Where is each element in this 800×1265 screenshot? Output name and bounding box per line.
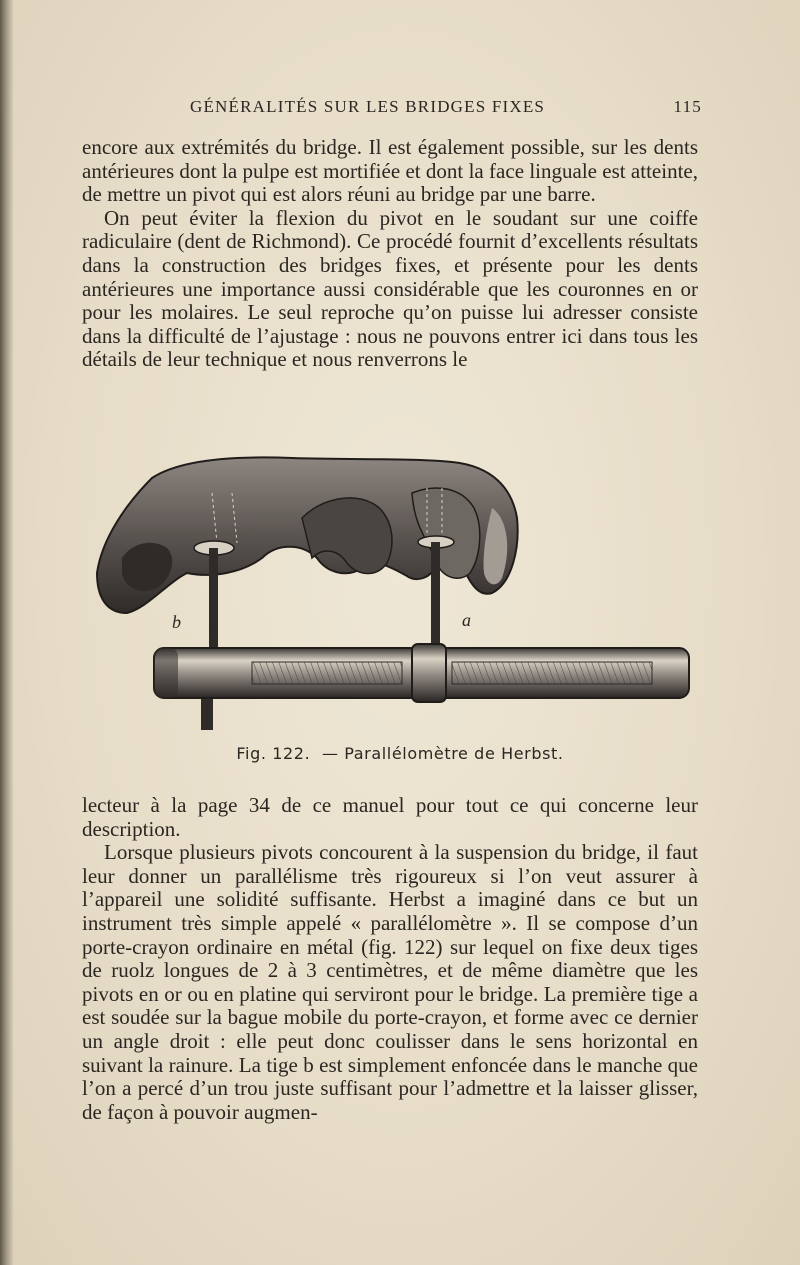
page-number: 115: [673, 97, 702, 116]
body-text-bottom: [82, 794, 698, 1124]
body-text-top: [82, 136, 698, 372]
running-head: [82, 97, 702, 119]
page-edge-shadow: [0, 0, 14, 1265]
figure-caption: [0, 744, 800, 763]
pencil-holder: [154, 644, 689, 702]
figure-caption-text: — Parallélomètre de Herbst.: [321, 744, 564, 763]
figure-number: Fig. 122.: [236, 744, 311, 763]
label-a: a: [462, 610, 471, 630]
paragraph: lecteur à la page 34 de ce manuel pour tout ce qui concerne leur description.: [82, 793, 698, 841]
paragraph: Lorsque plusieurs pivots concourent à la suspension du bridge, il faut leur donner un parallélisme très rigoureux si l’on veut assurer à l’appareil une solidité suffisante. Herbst a imaginé dans ce but un instrument très simple appelé « parallélomètre ». Il se compose d’un porte-crayon ordinaire en métal (fig. 122) sur lequel on fixe deux tiges de ruolz longues de 2 à 3 centimètres, et de même diamètre que les pivots en or ou en platine qui serviront pour le bridge. La première tige a est soudée sur la bague mobile du porte-crayon, et forme avec ce dernier un angle droit : elle peut donc coulisser dans le sens horizontal en suivant la rainure. La tige b est simplement enfoncée dans le manche que l’on a percé d’un trou juste suffisant pour l’admettre et la laisser glisser, de façon à pouvoir augmen-: [82, 840, 698, 1124]
figure-parallelometre: [92, 448, 697, 738]
dental-cast: [97, 457, 518, 613]
paragraph: On peut éviter la flexion du pivot en le soudant sur une coiffe radiculaire (dent de Richmond). Ce procédé fournit d’excellents résultats dans la construction des bridges fixes, et présente pour les dents antérieures une importance aussi considérable que les couronnes en or pour les molaires. Le seul reproche qu’on puisse lui adresser consiste dans la difficulté de l’ajustage : nous ne pouvons entrer ici dans tous les détails de leur technique et nous renverrons le: [82, 205, 698, 372]
paragraph: encore aux extrémités du bridge. Il est également possible, sur les dents antérieures dont la pulpe est mortifiée et dont la face linguale est atteinte, de mettre un pivot qui est alors réuni au bridge par une barre.: [82, 135, 698, 207]
parallelometer-illustration: [92, 448, 697, 738]
running-title: GÉNÉRALITÉS SUR LES BRIDGES FIXES: [190, 97, 546, 116]
label-b: b: [172, 612, 181, 632]
